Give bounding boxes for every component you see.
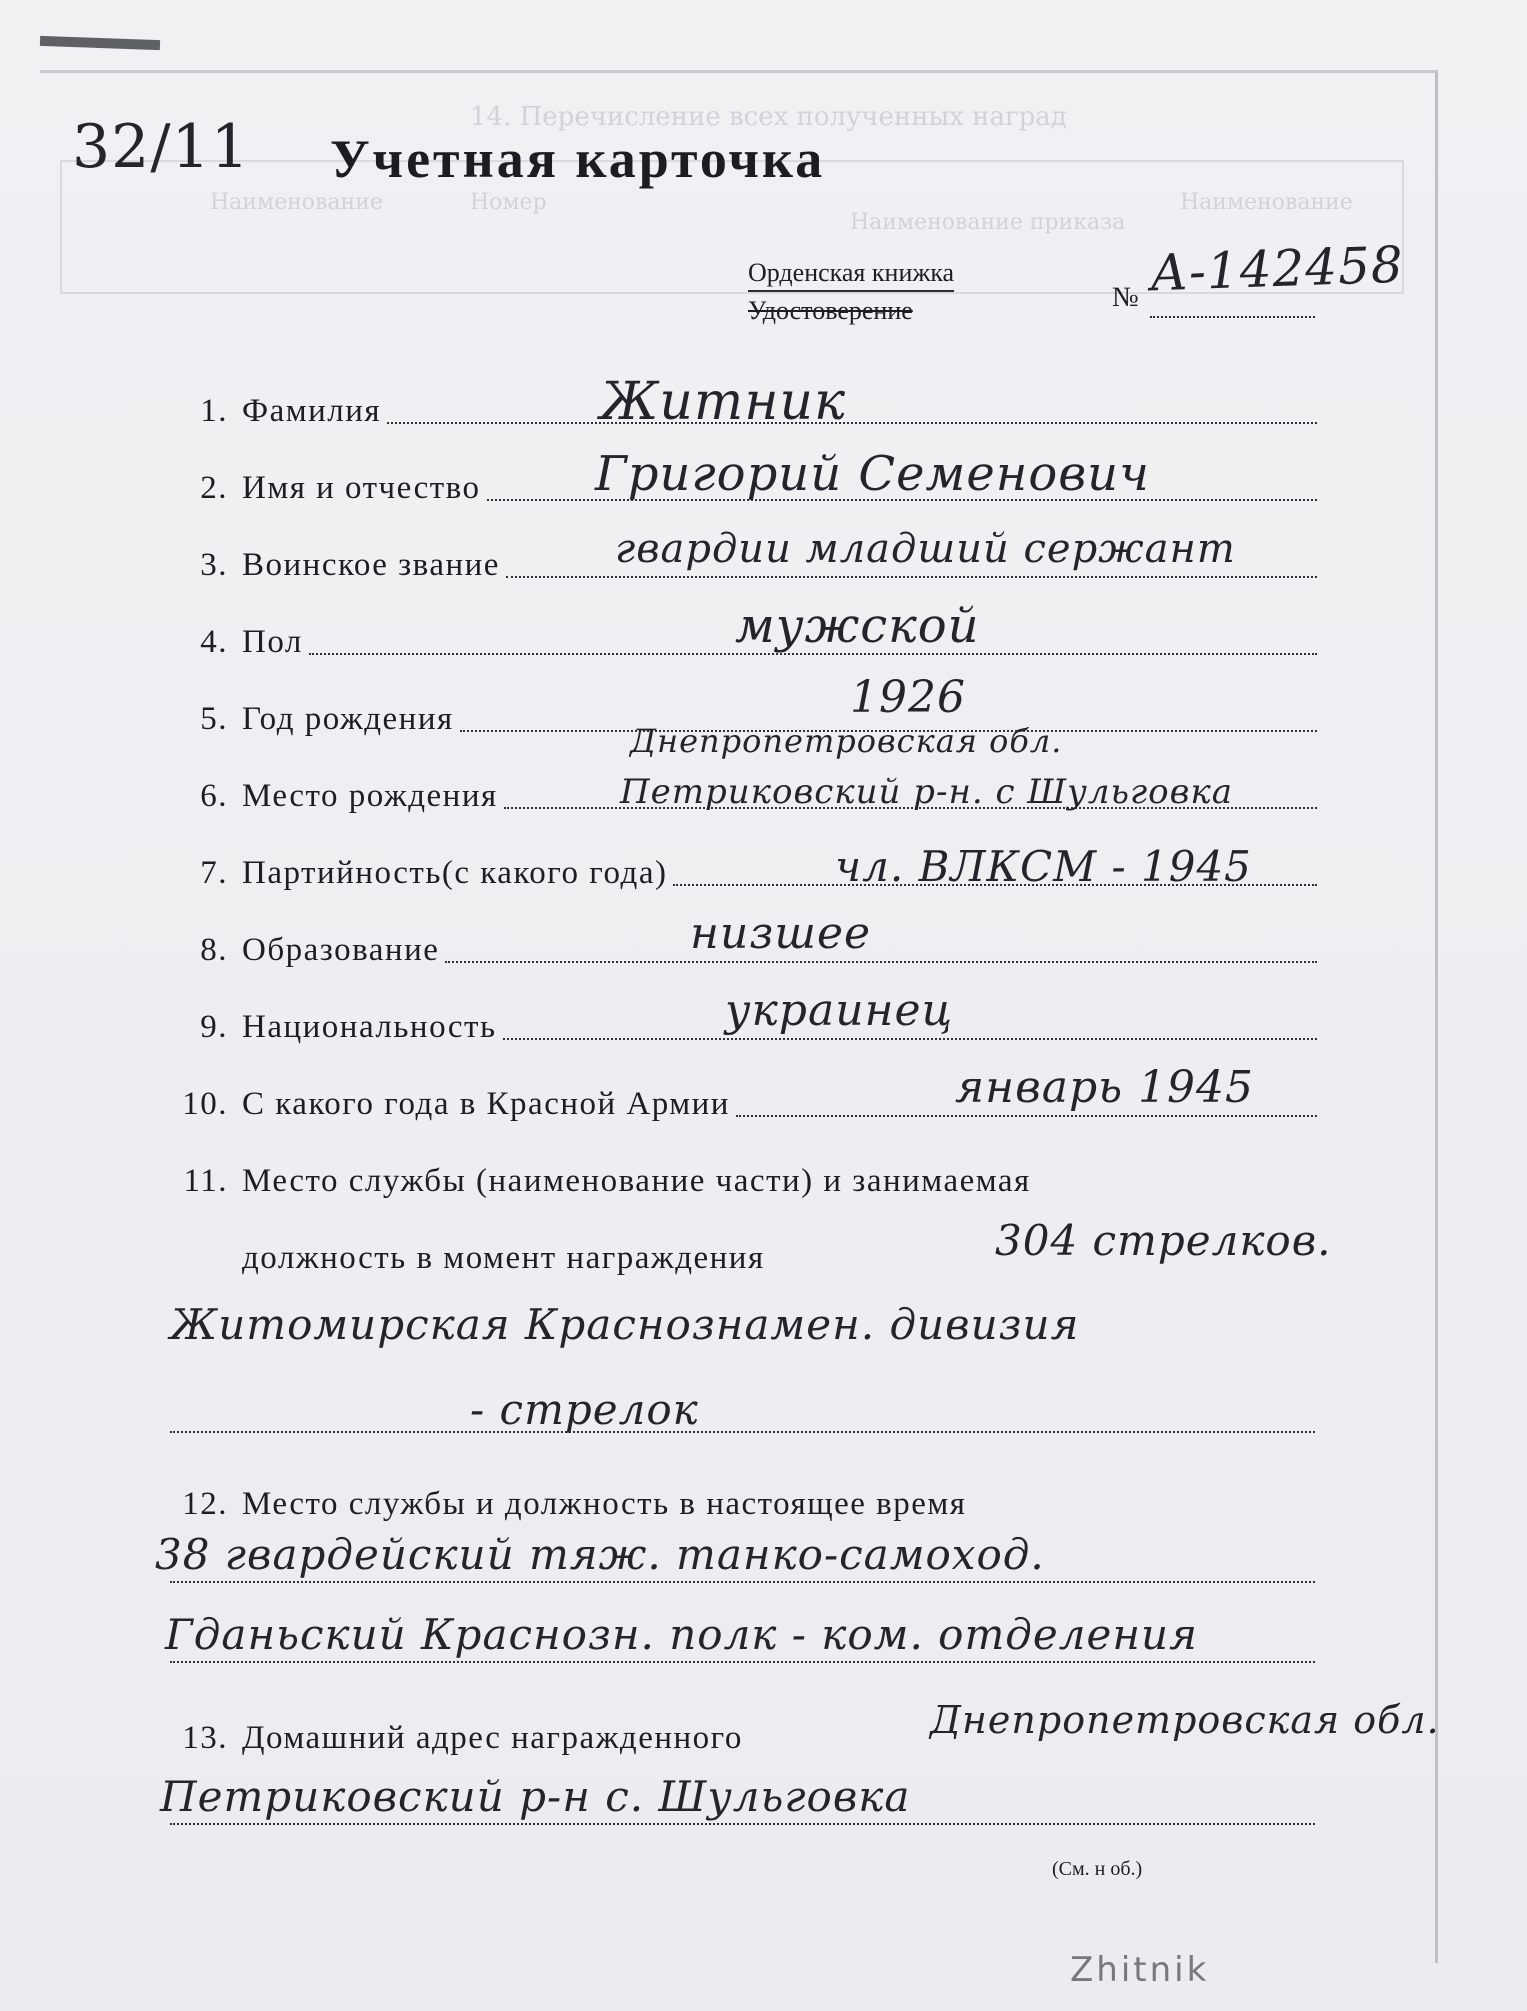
field-label: Фамилия	[242, 393, 382, 429]
number-line	[1150, 316, 1315, 318]
bleed-through-col: Наименование	[1180, 190, 1353, 215]
birth-region-value: Днепропетровская обл.	[630, 722, 1063, 760]
archive-mark: 32/11	[72, 112, 250, 182]
dotted-line	[170, 1430, 1315, 1433]
field-label: Место службы и должность в настоящее время	[242, 1486, 967, 1522]
home-address-value: Петриковский р-н с. Шульговка	[160, 1772, 911, 1821]
field-number: 3.	[200, 547, 228, 583]
field-number: 11.	[183, 1163, 228, 1199]
home-region-value: Днепропетровская обл.	[930, 1698, 1440, 1742]
bleed-through-col: Наименование приказа	[850, 210, 1126, 235]
field-label: Имя и отчество	[242, 470, 481, 506]
bleed-through-col: Наименование	[210, 190, 383, 215]
field-label: должность в момент награждения	[242, 1240, 765, 1276]
dotted-line	[445, 960, 1317, 963]
field-label: Пол	[242, 624, 303, 660]
surname-value: Житник	[600, 372, 847, 432]
field-label: Партийность(с какого года)	[242, 855, 668, 891]
pencil-annotation: Zhitnik	[1070, 1950, 1210, 1990]
field-number: 7.	[200, 855, 228, 891]
field-label: Образование	[242, 932, 440, 968]
field-number: 9.	[200, 1009, 228, 1045]
field-number: 8.	[200, 932, 228, 968]
sex-value: мужской	[735, 598, 980, 654]
field-label: Национальность	[242, 1009, 497, 1045]
rank-value: гвардии младший сержант	[615, 526, 1236, 572]
education-value: низшее	[690, 908, 872, 959]
award-book-number: А-142458	[1149, 235, 1405, 303]
field-label: Год рождения	[242, 701, 454, 737]
field-row	[170, 1483, 1317, 1523]
field-number: 5.	[200, 701, 228, 737]
bleed-through-col: Номер	[470, 190, 547, 215]
army-since-value: январь 1945	[955, 1062, 1255, 1113]
page-title: Учетная карточка	[330, 129, 826, 189]
field-number: 12.	[182, 1486, 228, 1522]
field-label: С какого года в Красной Армии	[242, 1086, 730, 1122]
dotted-line	[506, 575, 1317, 578]
scan-artifact	[40, 36, 160, 50]
dotted-line	[503, 1037, 1317, 1040]
dotted-line	[736, 1114, 1317, 1117]
current-service-value-2: Гданьский Краснозн. полк - ком. отделения	[165, 1610, 1198, 1659]
birthplace-value: Петриковский р-н. с Шульговка	[620, 772, 1233, 812]
field-row	[170, 1160, 1317, 1200]
birth-year-value: 1926	[850, 672, 966, 723]
service-position-value: - стрелок	[470, 1385, 699, 1434]
nationality-value: украинец	[725, 985, 954, 1036]
number-sign: №	[1112, 282, 1139, 313]
dotted-line	[387, 421, 1317, 424]
field-label: Домашний адрес награжденного	[242, 1720, 743, 1756]
service-division-value: Житомирская Краснознамен. дивизия	[170, 1300, 1080, 1349]
party-value: чл. ВЛКСМ - 1945	[835, 842, 1252, 891]
current-service-value-1: 38 гвардейский тяж. танко-самоход.	[155, 1530, 1045, 1579]
see-reverse-note: (См. н об.)	[1052, 1858, 1143, 1880]
dotted-line	[170, 1822, 1315, 1825]
field-number: 13.	[182, 1720, 228, 1756]
field-label: Место службы (наименование части) и занимаемая	[242, 1163, 1031, 1199]
dotted-line	[170, 1580, 1315, 1583]
crossed-out-type: Удостоверение	[748, 296, 913, 325]
name-value: Григорий Семенович	[595, 446, 1150, 502]
service-unit-value: 304 стрелков.	[995, 1216, 1332, 1265]
document-type: Орденская книжка	[748, 258, 954, 292]
field-number: 1.	[200, 393, 228, 429]
field-number: 10.	[182, 1086, 228, 1122]
dotted-line	[170, 1660, 1315, 1663]
field-label: Место рождения	[242, 778, 498, 814]
field-number: 2.	[200, 470, 228, 506]
field-number: 6.	[200, 778, 228, 814]
bleed-through-heading: 14. Перечисление всех полученных наград	[470, 102, 1067, 132]
field-label: Воинское звание	[242, 547, 500, 583]
field-number: 4.	[200, 624, 228, 660]
